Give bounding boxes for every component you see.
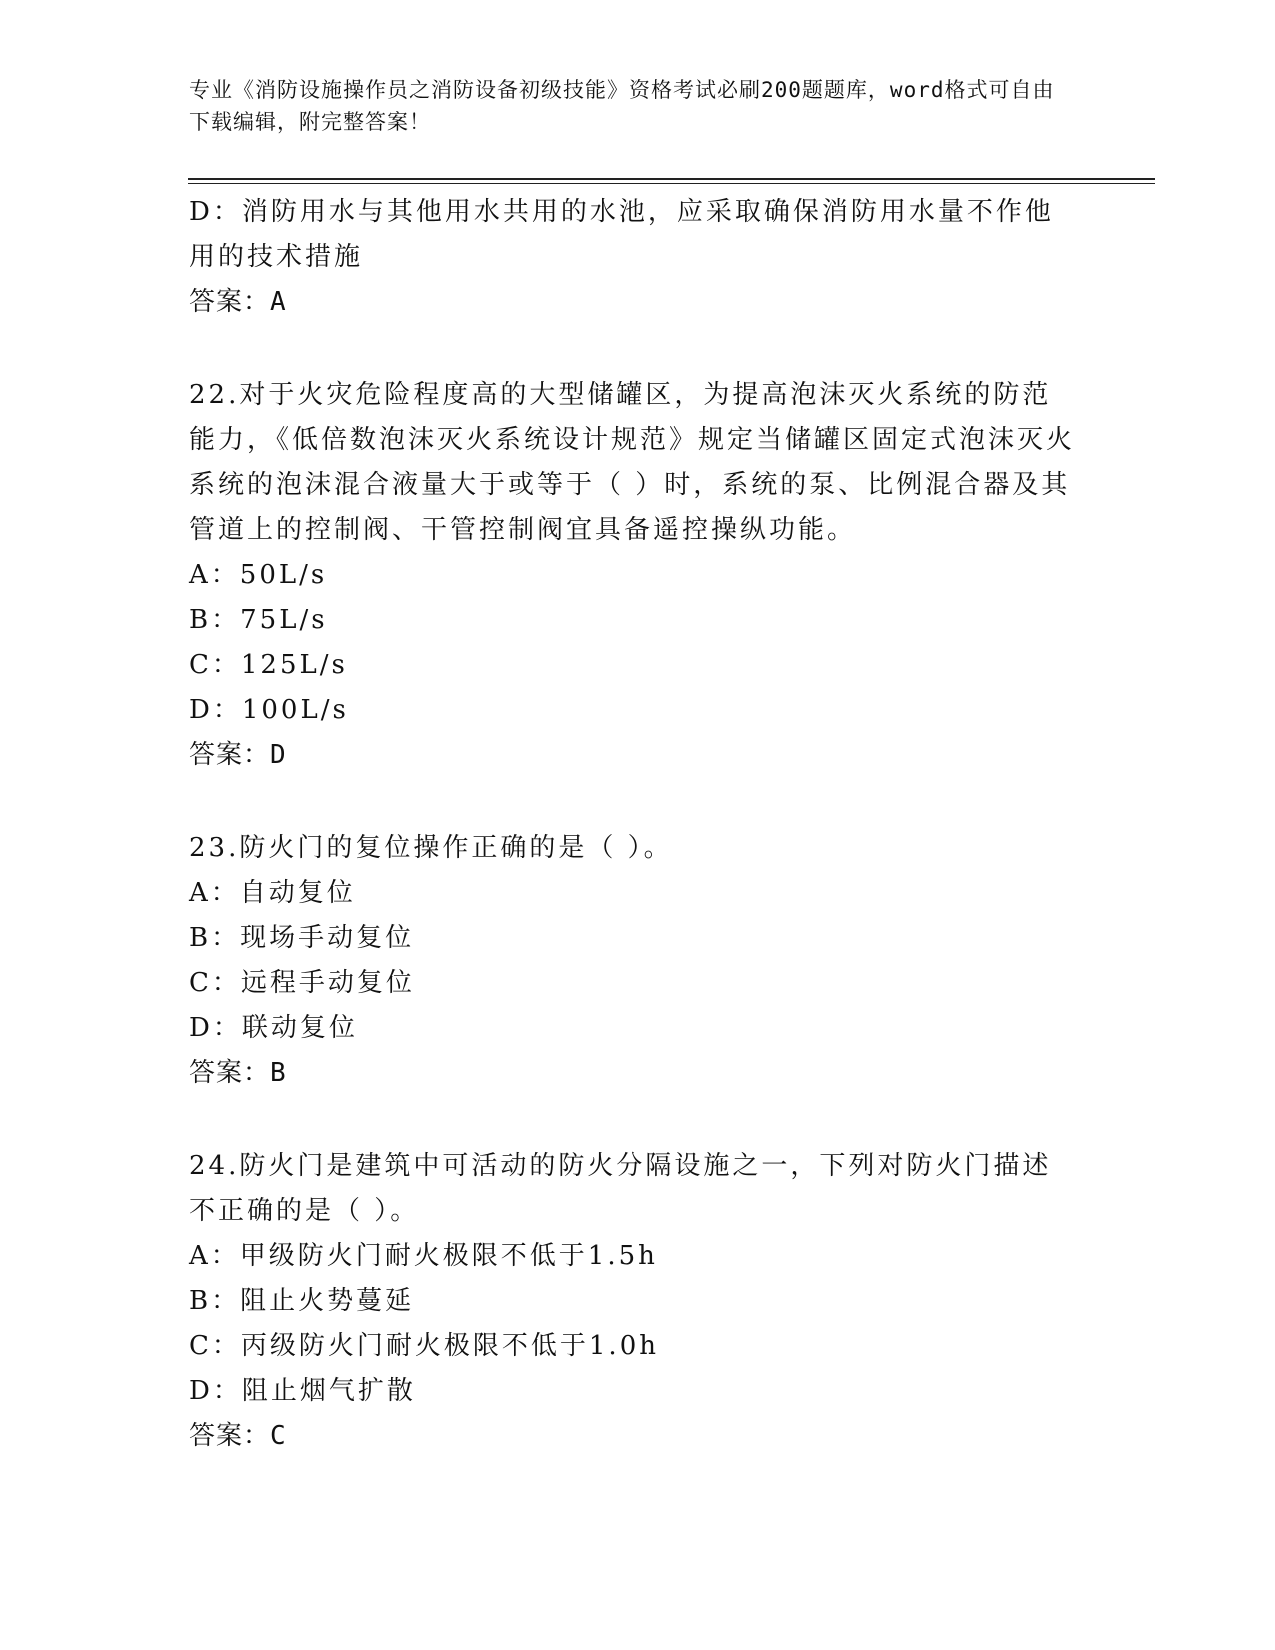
answer-line: 答案：D bbox=[189, 740, 287, 770]
option-c: C：丙级防火门耐火极限不低于1.0h bbox=[189, 1331, 659, 1361]
answer-line: 答案：A bbox=[189, 287, 287, 317]
option-d: D：联动复位 bbox=[189, 1013, 358, 1043]
question-21-continuation bbox=[189, 190, 1079, 325]
option-c: C：远程手动复位 bbox=[189, 968, 415, 998]
question-stem: 24.防火门是建筑中可活动的防火分隔设施之一，下列对防火门描述不正确的是（ ）。 bbox=[189, 1151, 1052, 1226]
document-body bbox=[189, 190, 1079, 1459]
option-d: D：消防用水与其他用水共用的水池，应采取确保消防用水量不作他用的技术措施 bbox=[189, 197, 1054, 272]
answer-line: 答案：C bbox=[189, 1421, 287, 1451]
option-a: A：50L/s bbox=[189, 560, 328, 590]
question-stem: 23.防火门的复位操作正确的是（ ）。 bbox=[189, 833, 673, 863]
spacer bbox=[189, 1096, 1079, 1144]
option-b: B：现场手动复位 bbox=[189, 923, 415, 953]
question-22 bbox=[189, 373, 1079, 778]
option-b: B：75L/s bbox=[189, 605, 328, 635]
header-rule-thin bbox=[188, 183, 1155, 184]
option-a: A：自动复位 bbox=[189, 878, 356, 908]
answer-line: 答案：B bbox=[189, 1058, 287, 1088]
header-rule-thick bbox=[188, 178, 1155, 180]
question-stem: 22.对于火灾危险程度高的大型储罐区，为提高泡沫灭火系统的防范能力，《低倍数泡沫灭火系统设计规范》规定当储罐区固定式泡沫灭火系统的泡沫混合液量大于或等于（ ）时，系统的泵、比例混合器及其管道上的控制阀、干管控制阀宜具备遥控操纵功能。 bbox=[189, 380, 1076, 545]
question-24 bbox=[189, 1144, 1079, 1459]
option-c: C：125L/s bbox=[189, 650, 348, 680]
spacer bbox=[189, 778, 1079, 826]
option-d: D：阻止烟气扩散 bbox=[189, 1376, 416, 1406]
spacer bbox=[189, 325, 1079, 373]
question-23 bbox=[189, 826, 1079, 1096]
document-header: 专业《消防设施操作员之消防设备初级技能》资格考试必刷200题题库，word格式可自由下载编辑，附完整答案！ bbox=[189, 78, 1055, 134]
option-a: A：甲级防火门耐火极限不低于1.5h bbox=[189, 1241, 658, 1271]
option-b: B：阻止火势蔓延 bbox=[189, 1286, 415, 1316]
option-d: D：100L/s bbox=[189, 695, 349, 725]
